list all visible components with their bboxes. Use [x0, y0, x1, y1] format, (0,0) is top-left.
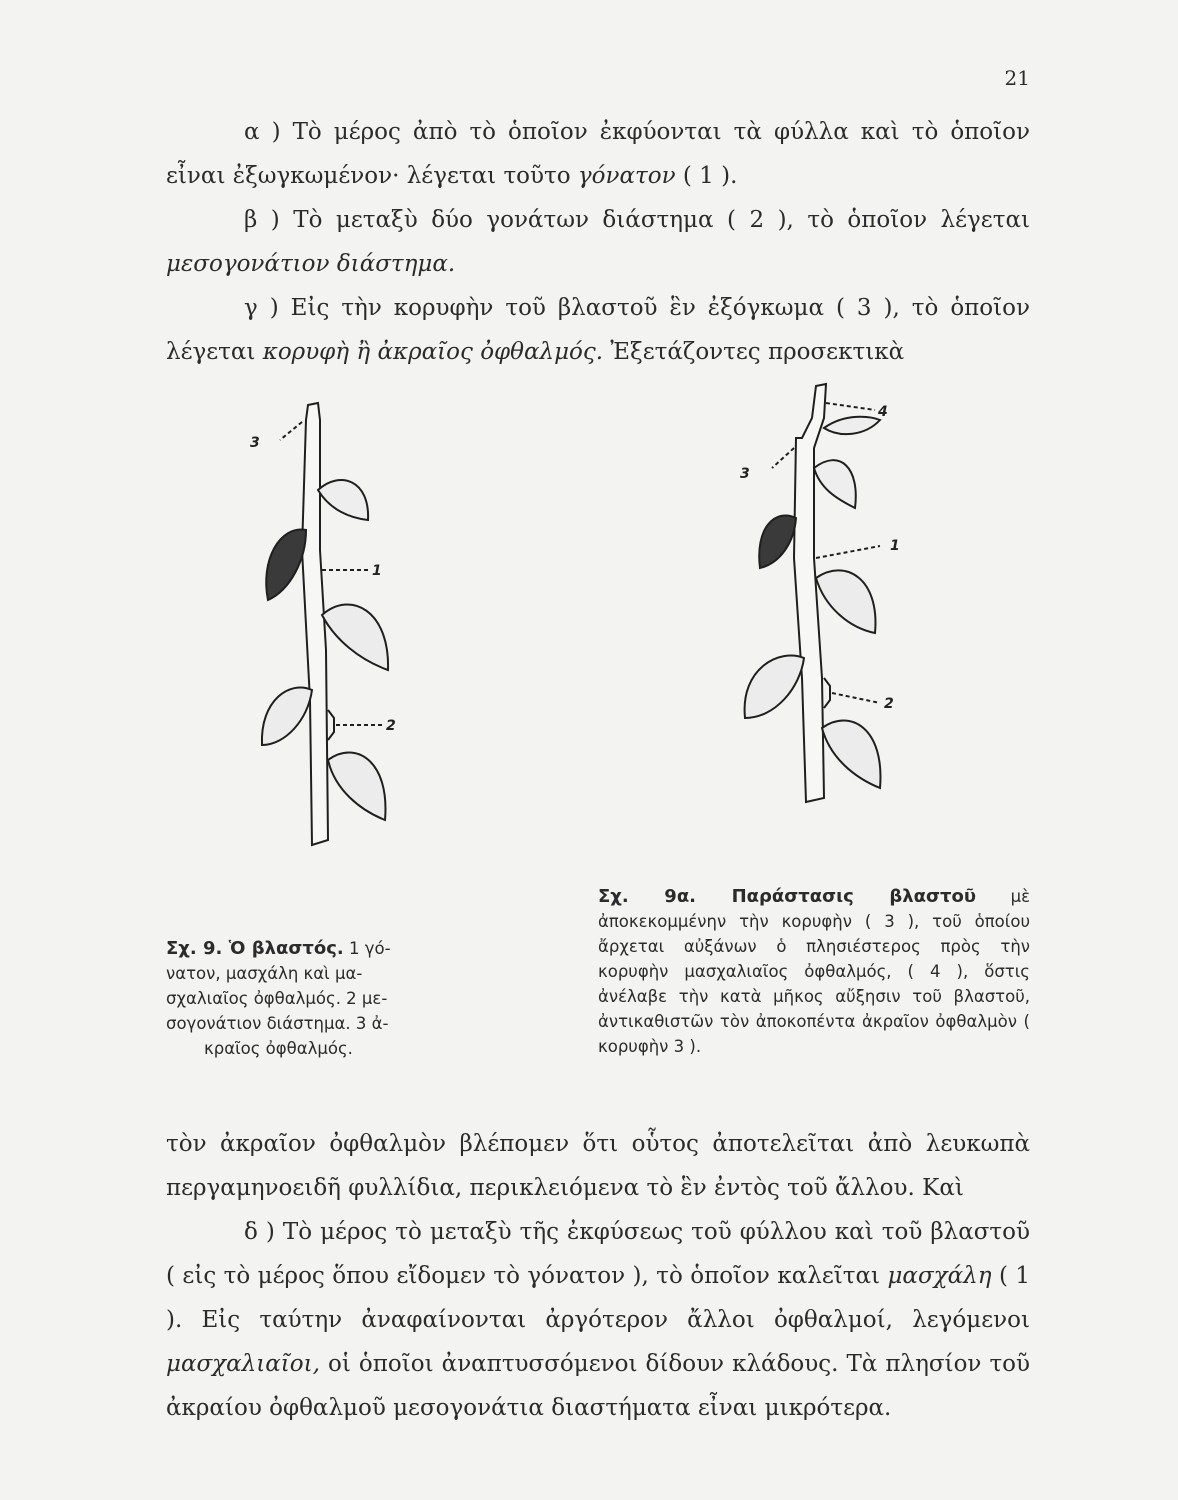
- paragraph-beta: β ) Τὸ μεταξὺ δύο γονάτων διάστημα ( 2 ), τὸ ὁποῖον λέγεται μεσογονάτιον διάστημα.: [166, 207, 1030, 277]
- caption-left-line-5: κραῖος ὀφθαλμός.: [204, 1039, 353, 1058]
- caption-right-text: μὲ ἀποκεκομμένην τὴν κορυφὴν ( 3 ), τοῦ ὁποίου ἄρχεται αὐξάνων ὁ πλησιέστερος πρὸς τὴν κορυφὴν μασχαλιαῖος ὀφθαλμός, ( 4 ), ὅστις ἀνέλαβε τὴν κατὰ μῆκος αὔξησιν τοῦ βλαστοῦ, ἀντικαθιστῶν τὸν ἀποκοπέντα ἀκραῖον ὀφθαλμὸν ( κορυφὴν 3 ).: [598, 887, 1030, 1056]
- shoot-illustration: [240, 400, 420, 870]
- paragraph-delta: δ ) Τὸ μέρος τὸ μεταξὺ τῆς ἐκφύσεως τοῦ φύλλου καὶ τοῦ βλαστοῦ ( εἰς τὸ μέρος ὅπου εἴδομεν τὸ γόνατον ), τὸ ὁποῖον καλεῖται μασχάλη ( 1 ). Εἰς ταύτην ἀναφαίνονται ἀργότερον ἄλλοι ὀφθαλμοί, λεγόμενοι μασχαλιαῖοι, οἱ ὁποῖοι ἀναπτυσσόμενοι δίδουν κλάδους. Τὰ πλησίον τοῦ ἀκραίου ὀφθαλμοῦ μεσογονάτια διαστήματα εἶναι μικρότερα.: [166, 1219, 1030, 1421]
- figure-shoot: [240, 400, 420, 870]
- figure-cut-shoot: [730, 378, 920, 838]
- caption-figure-9: [166, 936, 466, 1061]
- left-label-1: 1: [372, 563, 382, 579]
- right-label-4: 4: [878, 404, 888, 420]
- caption-right-title: Σχ. 9α. Παράστασις βλαστοῦ: [598, 886, 977, 907]
- right-label-3: 3: [740, 466, 750, 482]
- caption-left-line-3: σχαλιαῖος ὀφθαλμός. 2 με-: [166, 989, 388, 1008]
- caption-left-line-2: νατον, μασχάλη καὶ μα-: [166, 964, 363, 983]
- cut-shoot-illustration: [730, 378, 920, 838]
- bottom-text-block: [166, 1122, 1030, 1430]
- caption-figure-9a: [598, 884, 1030, 1059]
- caption-left-line-4: σογονάτιον διάστημα. 3 ἀ-: [166, 1014, 389, 1033]
- paragraph-continuation: τὸν ἀκραῖον ὀφθαλμὸν βλέπομεν ὅτι οὗτος ἀποτελεῖται ἀπὸ λευκωπὰ περγαμηνοειδῆ φυλλίδια, περικλειόμενα τὸ ἓν ἐντὸς τοῦ ἄλλου. Καὶ: [166, 1131, 1030, 1201]
- caption-left-title: Σχ. 9. Ὁ βλαστός.: [166, 938, 344, 959]
- left-label-2: 2: [386, 718, 396, 734]
- top-text-block: [166, 110, 1030, 374]
- right-label-2: 2: [884, 696, 894, 712]
- right-label-1: 1: [890, 538, 900, 554]
- caption-left-line-1: Σχ. 9. Ὁ βλαστός. 1 γό-: [166, 938, 391, 959]
- left-label-3: 3: [250, 435, 260, 451]
- page-number: 21: [1004, 66, 1030, 90]
- paragraph-gamma: γ ) Εἰς τὴν κορυφὴν τοῦ βλαστοῦ ἓν ἐξόγκωμα ( 3 ), τὸ ὁποῖον λέγεται κορυφὴ ἢ ἀκραῖος ὀφθαλμός. Ἐξετάζοντες προσεκτικὰ: [166, 295, 1030, 365]
- paragraph-alpha: α ) Τὸ μέρος ἀπὸ τὸ ὁποῖον ἐκφύονται τὰ φύλλα καὶ τὸ ὁποῖον εἶναι ἐξωγκωμένον· λέγεται τοῦτο γόνατον ( 1 ).: [166, 119, 1030, 189]
